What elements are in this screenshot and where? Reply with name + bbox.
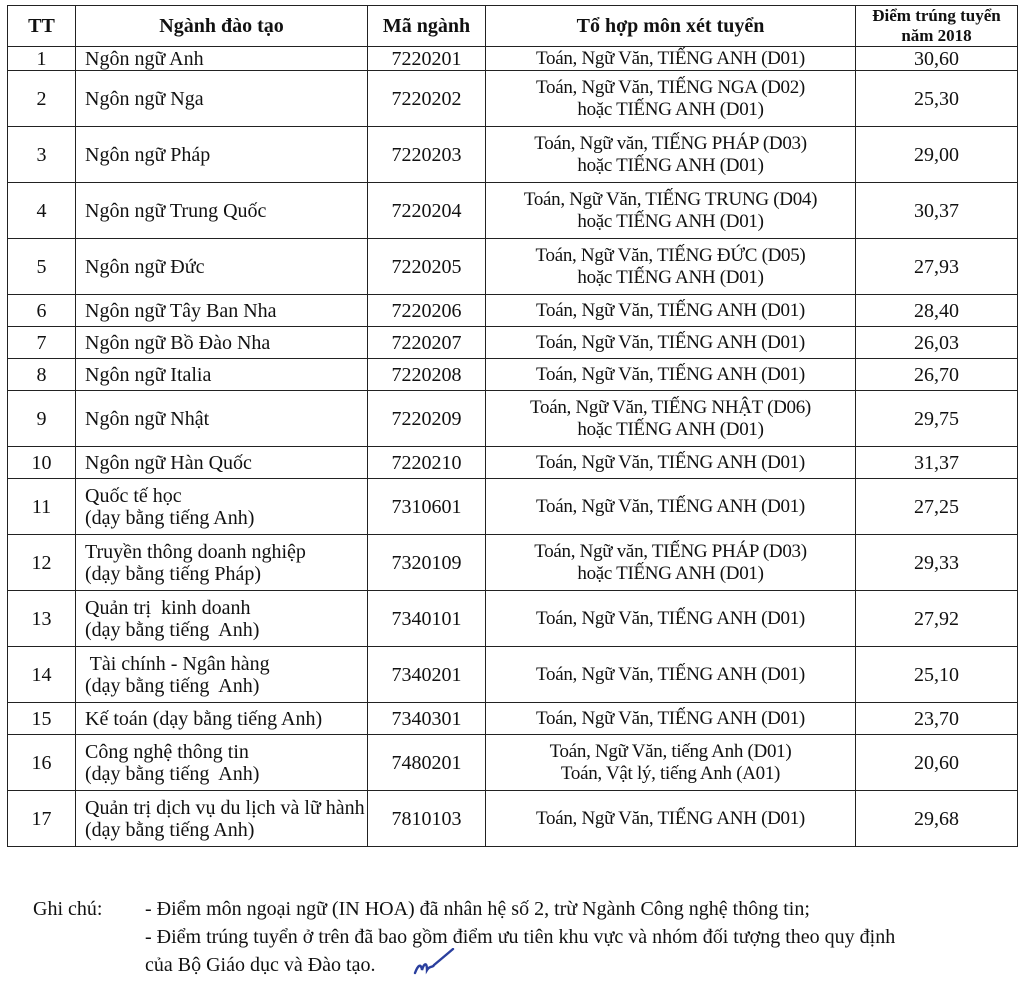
admission-score-table	[7, 5, 1018, 847]
header-row	[8, 6, 1018, 47]
row-tt: 12	[8, 535, 76, 591]
table-row	[8, 295, 1018, 327]
row-subject-combination: Toán, Ngữ Văn, TIẾNG NGA (D02) hoặc TIẾNG ANH (D01)	[486, 71, 856, 127]
row-program-code: 7340301	[368, 703, 486, 735]
header-score-line2: năm 2018	[901, 26, 972, 45]
row-tt: 15	[8, 703, 76, 735]
row-admission-score: 25,30	[856, 71, 1018, 127]
row-program-code: 7220204	[368, 183, 486, 239]
row-admission-score: 30,60	[856, 47, 1018, 71]
table-row	[8, 647, 1018, 703]
row-program-name: Ngôn ngữ Italia	[76, 359, 368, 391]
row-subject-combination: Toán, Ngữ Văn, TIẾNG NHẬT (D06) hoặc TIẾNG ANH (D01)	[486, 391, 856, 447]
row-tt: 7	[8, 327, 76, 359]
row-program-name: Công nghệ thông tin (dạy bằng tiếng Anh)	[76, 735, 368, 791]
header-program: Ngành đào tạo	[76, 6, 368, 47]
row-program-name: Ngôn ngữ Anh	[76, 47, 368, 71]
row-tt: 16	[8, 735, 76, 791]
table-row	[8, 327, 1018, 359]
row-program-name: Kế toán (dạy bằng tiếng Anh)	[76, 703, 368, 735]
row-subject-combination: Toán, Ngữ Văn, TIẾNG ANH (D01)	[486, 591, 856, 647]
row-program-name: Ngôn ngữ Tây Ban Nha	[76, 295, 368, 327]
row-program-code: 7220206	[368, 295, 486, 327]
note-line-3: của Bộ Giáo dục và Đào tạo.	[145, 954, 376, 976]
row-admission-score: 30,37	[856, 183, 1018, 239]
row-subject-combination: Toán, Ngữ Văn, TIẾNG ĐỨC (D05) hoặc TIẾNG ANH (D01)	[486, 239, 856, 295]
table-row	[8, 183, 1018, 239]
row-program-code: 7340101	[368, 591, 486, 647]
row-tt: 6	[8, 295, 76, 327]
row-program-name: Ngôn ngữ Bồ Đào Nha	[76, 327, 368, 359]
row-tt: 2	[8, 71, 76, 127]
row-admission-score: 25,10	[856, 647, 1018, 703]
row-subject-combination: Toán, Ngữ văn, TIẾNG PHÁP (D03) hoặc TIẾNG ANH (D01)	[486, 535, 856, 591]
row-admission-score: 28,40	[856, 295, 1018, 327]
row-admission-score: 29,33	[856, 535, 1018, 591]
row-tt: 4	[8, 183, 76, 239]
table-row	[8, 359, 1018, 391]
row-program-code: 7220202	[368, 71, 486, 127]
table-row	[8, 47, 1018, 71]
row-program-code: 7480201	[368, 735, 486, 791]
row-program-name: Ngôn ngữ Đức	[76, 239, 368, 295]
table-row	[8, 71, 1018, 127]
row-program-code: 7340201	[368, 647, 486, 703]
row-admission-score: 26,03	[856, 327, 1018, 359]
table-row	[8, 391, 1018, 447]
signature-mark	[412, 948, 456, 978]
header-score	[856, 6, 1018, 47]
row-tt: 3	[8, 127, 76, 183]
row-program-name: Quản trị dịch vụ du lịch và lữ hành (dạy bằng tiếng Anh)	[76, 791, 368, 847]
row-program-name: Ngôn ngữ Nga	[76, 71, 368, 127]
note-line-1: - Điểm môn ngoại ngữ (IN HOA) đã nhân hệ số 2, trừ Ngành Công nghệ thông tin;	[145, 898, 810, 920]
row-subject-combination: Toán, Ngữ Văn, tiếng Anh (D01) Toán, Vật lý, tiếng Anh (A01)	[486, 735, 856, 791]
row-program-code: 7320109	[368, 535, 486, 591]
notes	[33, 895, 1013, 979]
row-tt: 13	[8, 591, 76, 647]
row-subject-combination: Toán, Ngữ Văn, TIẾNG ANH (D01)	[486, 295, 856, 327]
row-program-code: 7220201	[368, 47, 486, 71]
row-tt: 9	[8, 391, 76, 447]
row-subject-combination: Toán, Ngữ Văn, TIẾNG ANH (D01)	[486, 447, 856, 479]
table-row	[8, 479, 1018, 535]
table-row	[8, 127, 1018, 183]
row-admission-score: 26,70	[856, 359, 1018, 391]
table-row	[8, 447, 1018, 479]
row-program-code: 7220205	[368, 239, 486, 295]
header-combination: Tổ hợp môn xét tuyển	[486, 6, 856, 47]
row-tt: 5	[8, 239, 76, 295]
row-subject-combination: Toán, Ngữ Văn, TIẾNG ANH (D01)	[486, 703, 856, 735]
row-subject-combination: Toán, Ngữ Văn, TIẾNG ANH (D01)	[486, 327, 856, 359]
row-admission-score: 31,37	[856, 447, 1018, 479]
row-program-name: Ngôn ngữ Nhật	[76, 391, 368, 447]
row-subject-combination: Toán, Ngữ Văn, TIẾNG ANH (D01)	[486, 791, 856, 847]
row-program-name: Quốc tế học (dạy bằng tiếng Anh)	[76, 479, 368, 535]
table-row	[8, 535, 1018, 591]
table-row	[8, 591, 1018, 647]
row-subject-combination: Toán, Ngữ văn, TIẾNG PHÁP (D03) hoặc TIẾNG ANH (D01)	[486, 127, 856, 183]
row-tt: 17	[8, 791, 76, 847]
row-program-name: Tài chính - Ngân hàng (dạy bằng tiếng Anh)	[76, 647, 368, 703]
note-line-2: - Điểm trúng tuyển ở trên đã bao gồm điểm ưu tiên khu vực và nhóm đối tượng theo quy định	[145, 926, 896, 948]
header-tt: TT	[8, 6, 76, 47]
notes-label: Ghi chú:	[33, 898, 103, 920]
row-admission-score: 29,75	[856, 391, 1018, 447]
row-tt: 11	[8, 479, 76, 535]
row-subject-combination: Toán, Ngữ Văn, TIẾNG ANH (D01)	[486, 47, 856, 71]
row-admission-score: 27,92	[856, 591, 1018, 647]
row-program-code: 7220208	[368, 359, 486, 391]
row-program-code: 7220210	[368, 447, 486, 479]
table-row	[8, 703, 1018, 735]
row-program-code: 7220209	[368, 391, 486, 447]
row-program-code: 7810103	[368, 791, 486, 847]
row-admission-score: 29,68	[856, 791, 1018, 847]
row-admission-score: 27,25	[856, 479, 1018, 535]
row-program-name: Ngôn ngữ Trung Quốc	[76, 183, 368, 239]
table-body	[8, 47, 1018, 847]
row-admission-score: 23,70	[856, 703, 1018, 735]
header-code: Mã ngành	[368, 6, 486, 47]
row-program-code: 7220207	[368, 327, 486, 359]
row-tt: 14	[8, 647, 76, 703]
row-tt: 10	[8, 447, 76, 479]
row-program-code: 7220203	[368, 127, 486, 183]
table-row	[8, 239, 1018, 295]
row-program-code: 7310601	[368, 479, 486, 535]
table-row	[8, 735, 1018, 791]
table-row	[8, 791, 1018, 847]
row-tt: 1	[8, 47, 76, 71]
row-subject-combination: Toán, Ngữ Văn, TIẾNG ANH (D01)	[486, 647, 856, 703]
row-subject-combination: Toán, Ngữ Văn, TIẾNG ANH (D01)	[486, 479, 856, 535]
row-program-name: Quản trị kinh doanh (dạy bằng tiếng Anh)	[76, 591, 368, 647]
row-tt: 8	[8, 359, 76, 391]
row-program-name: Ngôn ngữ Hàn Quốc	[76, 447, 368, 479]
header-score-line1: Điểm trúng tuyển	[872, 6, 1001, 25]
row-subject-combination: Toán, Ngữ Văn, TIẾNG ANH (D01)	[486, 359, 856, 391]
row-admission-score: 29,00	[856, 127, 1018, 183]
row-admission-score: 20,60	[856, 735, 1018, 791]
row-subject-combination: Toán, Ngữ Văn, TIẾNG TRUNG (D04) hoặc TIẾNG ANH (D01)	[486, 183, 856, 239]
row-admission-score: 27,93	[856, 239, 1018, 295]
row-program-name: Truyền thông doanh nghiệp (dạy bằng tiếng Pháp)	[76, 535, 368, 591]
row-program-name: Ngôn ngữ Pháp	[76, 127, 368, 183]
